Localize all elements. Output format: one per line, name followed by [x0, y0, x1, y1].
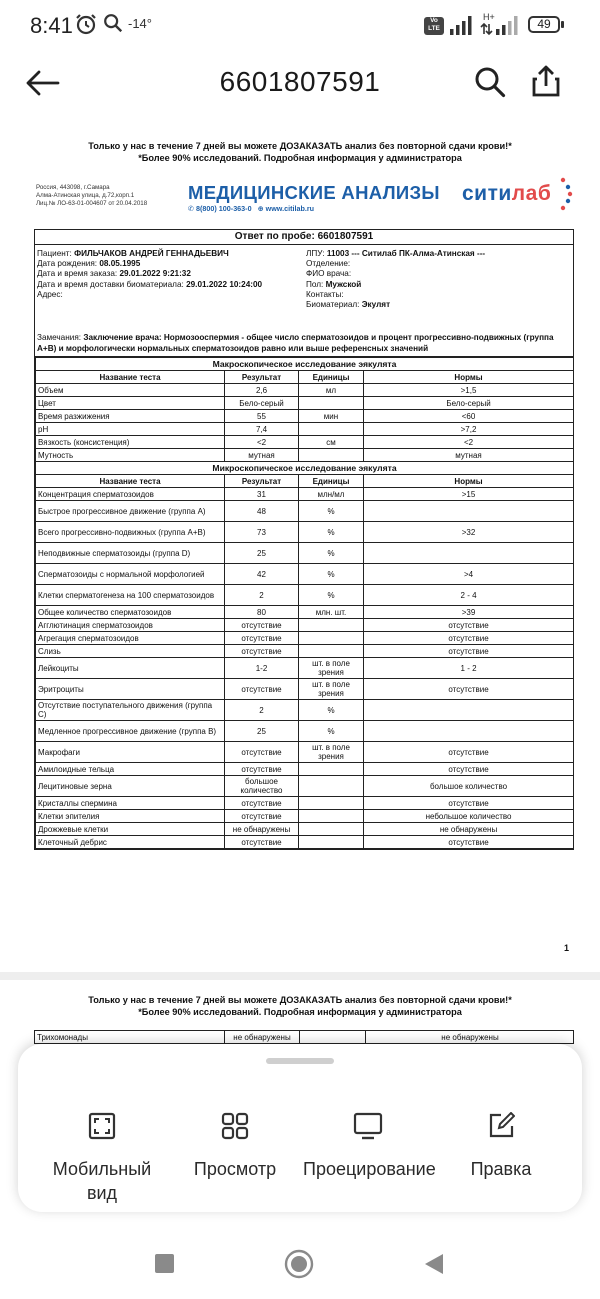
brand-dots-icon [560, 176, 574, 212]
table-section-header [36, 358, 574, 371]
notice-line-1: Только у нас в течение 7 дней вы можете ДОЗАКАЗАТЬ анализ без повторной сдачи крови!* [88, 141, 512, 151]
triangle-back-icon [424, 1253, 444, 1275]
cell-test: Клеточный дебрис [36, 836, 225, 849]
cell-test: Цвет [36, 397, 225, 410]
column-header: Результат [225, 475, 299, 488]
cell-units [299, 776, 364, 797]
cell-test: Клетки сперматогенеза на 100 сперматозоидов [36, 585, 225, 606]
cell-test: Объем [36, 384, 225, 397]
table-header-row [36, 371, 574, 384]
cell-units [299, 397, 364, 410]
mobile-view-button[interactable] [37, 1112, 167, 1205]
cell-units: % [299, 700, 364, 721]
cell-result: мутная [225, 449, 299, 462]
results-table [35, 357, 574, 849]
cell-result: отсутствие [225, 679, 299, 700]
cell-norm: >4 [364, 564, 574, 585]
table-row [36, 679, 574, 700]
lab-address [36, 184, 147, 208]
cell-result: 2 [225, 585, 299, 606]
preview-button[interactable] [170, 1112, 300, 1181]
cell-test: Агрегация сперматозоидов [36, 632, 225, 645]
cell-norm [364, 543, 574, 564]
cell-units [299, 810, 364, 823]
table-row [36, 776, 574, 797]
cell-norm [364, 700, 574, 721]
cell-result: 7,4 [225, 423, 299, 436]
column-header: Нормы [364, 371, 574, 384]
column-header: Название теста [36, 475, 225, 488]
doctor-remark [35, 327, 573, 357]
cell-norm: отсутствие [364, 645, 574, 658]
cell-units [299, 423, 364, 436]
lpu-value: 11003 --- Ситилаб ПК-Алма-Атинская --- [326, 249, 486, 258]
table-row [36, 810, 574, 823]
cell-units: млн/мл [299, 488, 364, 501]
department-label: Отделение: [306, 259, 351, 269]
cell-norm: отсутствие [364, 632, 574, 645]
table-row [36, 564, 574, 585]
globe-icon: ⊕ [257, 204, 264, 213]
table-row [36, 742, 574, 763]
biomaterial-value: Экулят [361, 300, 391, 310]
alarm-icon [74, 12, 98, 41]
cell-test: Лецитиновые зерна [36, 776, 225, 797]
document-page-2[interactable] [0, 980, 600, 1050]
cell-test: Концентрация сперматозоидов [36, 488, 225, 501]
cell-result: отсутствие [225, 797, 299, 810]
cell-norm: >39 [364, 606, 574, 619]
cell-norm: <2 [364, 436, 574, 449]
cell-result: не обнаружены [233, 1033, 291, 1042]
contacts-label: Контакты: [306, 289, 344, 299]
cell-norm: Бело-серый [364, 397, 574, 410]
cell-units: шт. в поле зрения [299, 679, 364, 700]
cell-norm: <60 [364, 410, 574, 423]
table-row [36, 436, 574, 449]
cell-result: 73 [225, 522, 299, 543]
cell-norm: >1,5 [364, 384, 574, 397]
document-page[interactable] [0, 118, 600, 972]
cell-result: 1-2 [225, 658, 299, 679]
cell-result: большое количество [225, 776, 299, 797]
table-row [36, 449, 574, 462]
cell-units [299, 797, 364, 810]
cell-units: млн. шт. [299, 606, 364, 619]
column-header: Единицы [299, 371, 364, 384]
table-row [36, 632, 574, 645]
patient-name: ФИЛЬЧАКОВ АНДРЕЙ ГЕННАДЬЕВИЧ [74, 249, 229, 258]
cell-norm: не обнаружены [441, 1033, 499, 1042]
volte-badge: Vo LTE [424, 17, 444, 35]
cell-test: Кристаллы спермина [36, 797, 225, 810]
battery-indicator: 49 [528, 16, 560, 33]
cell-units: шт. в поле зрения [299, 658, 364, 679]
lab-title: МЕДИЦИНСКИЕ АНАЛИЗЫ [188, 182, 440, 203]
cell-test: Мутность [36, 449, 225, 462]
cell-result: 25 [225, 543, 299, 564]
cell-result: 80 [225, 606, 299, 619]
signal-icon [449, 14, 475, 41]
doctor-label: ФИО врача: [306, 269, 352, 279]
table-row [36, 423, 574, 436]
share-icon [531, 64, 561, 98]
column-header: Единицы [299, 475, 364, 488]
cell-units [299, 763, 364, 776]
cell-norm: большое количество [364, 776, 574, 797]
status-time: 8:41 [30, 13, 73, 38]
system-nav-bar [0, 1228, 600, 1299]
square-icon [155, 1254, 174, 1273]
address-label: Адрес: [37, 289, 63, 299]
cell-test: Отсутствие поступательного движения (группа С) [36, 700, 225, 721]
cell-norm: >7,2 [364, 423, 574, 436]
lab-contacts [188, 204, 314, 213]
phone-icon: ✆ [188, 204, 195, 213]
cell-norm: отсутствие [364, 763, 574, 776]
cell-norm: >15 [364, 488, 574, 501]
cell-result: отсутствие [225, 742, 299, 763]
cell-units [299, 1031, 366, 1043]
document-toolbar [0, 52, 600, 116]
cell-units: см [299, 436, 364, 449]
delivery-label: Дата и время доставки биоматериала: [37, 279, 187, 289]
cell-test: Лейкоциты [36, 658, 225, 679]
cell-norm: небольшое количество [364, 810, 574, 823]
table-row [36, 619, 574, 632]
remark-label: Замечания: [37, 333, 84, 342]
lab-phone: 8(800) 100-363-0 [196, 204, 252, 213]
cell-result: 2,6 [225, 384, 299, 397]
cell-result: 31 [225, 488, 299, 501]
cell-norm: не обнаружены [364, 823, 574, 836]
cell-result: отсутствие [225, 619, 299, 632]
cell-units [299, 823, 364, 836]
birth-date: 08.05.1995 [99, 259, 141, 269]
table-row [36, 410, 574, 423]
cell-units [299, 645, 364, 658]
table-row [36, 384, 574, 397]
remark-text: Заключение врача: Нормозооспермия - общее число сперматозоидов и процент прогрессивно-подвижных (группа А+В) и морфологически нормальных сперматозоидов равно или выше референсных значений [37, 333, 554, 353]
cell-norm: мутная [364, 449, 574, 462]
cell-units: % [299, 564, 364, 585]
brand-part-2: лаб [511, 182, 552, 205]
cell-test: Трихомонады [37, 1033, 88, 1042]
column-header: Название теста [36, 371, 225, 384]
cell-test: Клетки эпителия [36, 810, 225, 823]
cell-units [299, 632, 364, 645]
cell-test: Неподвижные сперматозоиды (группа D) [36, 543, 225, 564]
sample-title: Ответ по пробе: 6601807591 [35, 230, 573, 245]
cell-units [299, 619, 364, 632]
patient-info-left [37, 249, 262, 300]
birth-label: Дата рождения: [37, 259, 100, 269]
table-row [36, 522, 574, 543]
battery-tip [561, 21, 564, 28]
signal-icon-2 [480, 14, 520, 41]
search-status-icon [102, 12, 124, 39]
action-label: Проецирование [303, 1159, 436, 1179]
cell-norm: отсутствие [364, 742, 574, 763]
cell-test: Время разжижения [36, 410, 225, 423]
table-row [36, 658, 574, 679]
patient-label: Пациент: [37, 249, 75, 258]
address-line: Лиц.№ ЛО-63-01-004607 от 20.04.2018 [36, 200, 148, 207]
recents-button[interactable] [155, 1254, 174, 1278]
mobile-view-icon [88, 1112, 116, 1140]
action-label: Правка [470, 1159, 532, 1179]
table-header-row [36, 475, 574, 488]
table-row [36, 836, 574, 849]
cell-result: 42 [225, 564, 299, 585]
table-row [36, 763, 574, 776]
cell-norm: отсутствие [364, 619, 574, 632]
brand-part-1: сити [462, 182, 512, 205]
hplus-label: H+ [483, 12, 495, 22]
cell-result: отсутствие [225, 632, 299, 645]
cell-units: % [299, 522, 364, 543]
order-label: Дата и время заказа: [37, 269, 120, 279]
cell-norm [364, 721, 574, 742]
circle-home-icon [284, 1249, 314, 1279]
action-label: Просмотр [193, 1159, 277, 1179]
cell-units: % [299, 721, 364, 742]
cell-units: шт. в поле зрения [299, 742, 364, 763]
table-row [36, 700, 574, 721]
cell-test: Слизь [36, 645, 225, 658]
cell-test: Макрофаги [36, 742, 225, 763]
lpu-label: ЛПУ: [306, 249, 327, 258]
cell-test: pH [36, 423, 225, 436]
patient-info [35, 245, 573, 327]
table-row [36, 397, 574, 410]
cell-norm: отсутствие [364, 679, 574, 700]
biomaterial-label: Биоматериал: [306, 300, 362, 310]
cell-norm: отсутствие [364, 836, 574, 849]
table-row [36, 823, 574, 836]
notice-line-2: *Более 90% исследований. Подробная информация у администратора [138, 153, 462, 163]
order-date: 29.01.2022 9:21:32 [119, 269, 191, 279]
cell-units: % [299, 585, 364, 606]
projection-button[interactable] [303, 1112, 436, 1181]
cell-units [299, 449, 364, 462]
column-header: Результат [225, 371, 299, 384]
monitor-icon [353, 1112, 383, 1140]
cell-norm: 2 - 4 [364, 585, 574, 606]
table-row [36, 797, 574, 810]
cell-result: 48 [225, 501, 299, 522]
page2-notice-line-2: *Более 90% исследований. Подробная информация у администратора [138, 1007, 462, 1017]
address-line: Алма-Атинская улица, д.72,корп.1 [36, 192, 135, 199]
search-button[interactable] [474, 66, 506, 103]
address-line: Россия, 443098, г.Самара [36, 184, 110, 191]
cell-test: Вязкость (консистенция) [36, 436, 225, 449]
cell-test: Медленное прогрессивное движение (группа В) [36, 721, 225, 742]
bottom-sheet [18, 1044, 582, 1212]
action-label: Мобильный вид [52, 1159, 152, 1203]
cell-result: 25 [225, 721, 299, 742]
cell-test: Сперматозоиды с нормальной морфологией [36, 564, 225, 585]
cell-test: Эритроциты [36, 679, 225, 700]
cell-norm: >32 [364, 522, 574, 543]
sheet-drag-handle[interactable] [266, 1058, 334, 1064]
page2-notice-line-1: Только у нас в течение 7 дней вы можете ДОЗАКАЗАТЬ анализ без повторной сдачи крови!* [88, 995, 512, 1005]
table-row [36, 488, 574, 501]
lab-site: www.citilab.ru [265, 204, 315, 213]
cell-test: Общее количество сперматозоидов [36, 606, 225, 619]
delivery-date: 29.01.2022 10:24:00 [186, 279, 263, 289]
table-row [36, 585, 574, 606]
cell-divider [224, 1031, 225, 1043]
table-row [36, 721, 574, 742]
home-button[interactable] [284, 1249, 314, 1284]
cell-units: мин [299, 410, 364, 423]
cell-norm: 1 - 2 [364, 658, 574, 679]
cell-result: отсутствие [225, 645, 299, 658]
cell-test: Быстрое прогрессивное движение (группа А) [36, 501, 225, 522]
cell-result: отсутствие [225, 836, 299, 849]
cell-result: <2 [225, 436, 299, 449]
document-title: 6601807591 [219, 66, 381, 97]
cell-units: % [299, 501, 364, 522]
page-gap [0, 972, 600, 980]
page-number: 1 [564, 943, 570, 953]
patient-info-right [306, 249, 485, 310]
status-bar [0, 0, 600, 52]
temperature: -14° [128, 16, 152, 31]
section-title: Микроскопическое исследование эякулята [36, 462, 574, 475]
edit-icon [487, 1112, 515, 1140]
sex-value: Мужской [325, 279, 362, 289]
search-icon [474, 66, 506, 98]
edit-button[interactable] [436, 1112, 566, 1181]
cell-result: отсутствие [225, 810, 299, 823]
results-form [34, 229, 574, 850]
cell-units [299, 836, 364, 849]
column-header: Нормы [364, 475, 574, 488]
table-row [36, 645, 574, 658]
share-button[interactable] [531, 64, 561, 103]
cell-result: Бело-серый [225, 397, 299, 410]
table-row [36, 606, 574, 619]
cell-test: Дрожжевые клетки [36, 823, 225, 836]
cell-result: 2 [225, 700, 299, 721]
cell-test: Агглютинация сперматозоидов [36, 619, 225, 632]
table-row [34, 1030, 574, 1044]
cell-units: % [299, 543, 364, 564]
sex-label: Пол: [306, 279, 326, 289]
table-section-header [36, 462, 574, 475]
cell-units: мл [299, 384, 364, 397]
citilab-logo [462, 182, 551, 206]
grid-view-icon [221, 1112, 249, 1140]
cell-test: Амилоидные тельца [36, 763, 225, 776]
table-row [36, 501, 574, 522]
back-nav-button[interactable] [424, 1253, 444, 1280]
cell-result: не обнаружены [225, 823, 299, 836]
cell-norm: отсутствие [364, 797, 574, 810]
cell-result: 55 [225, 410, 299, 423]
cell-result: отсутствие [225, 763, 299, 776]
table-row [36, 543, 574, 564]
section-title: Макроскопическое исследование эякулята [36, 358, 574, 371]
cell-test: Всего прогрессивно-подвижных (группа А+В) [36, 522, 225, 543]
cell-norm [364, 501, 574, 522]
